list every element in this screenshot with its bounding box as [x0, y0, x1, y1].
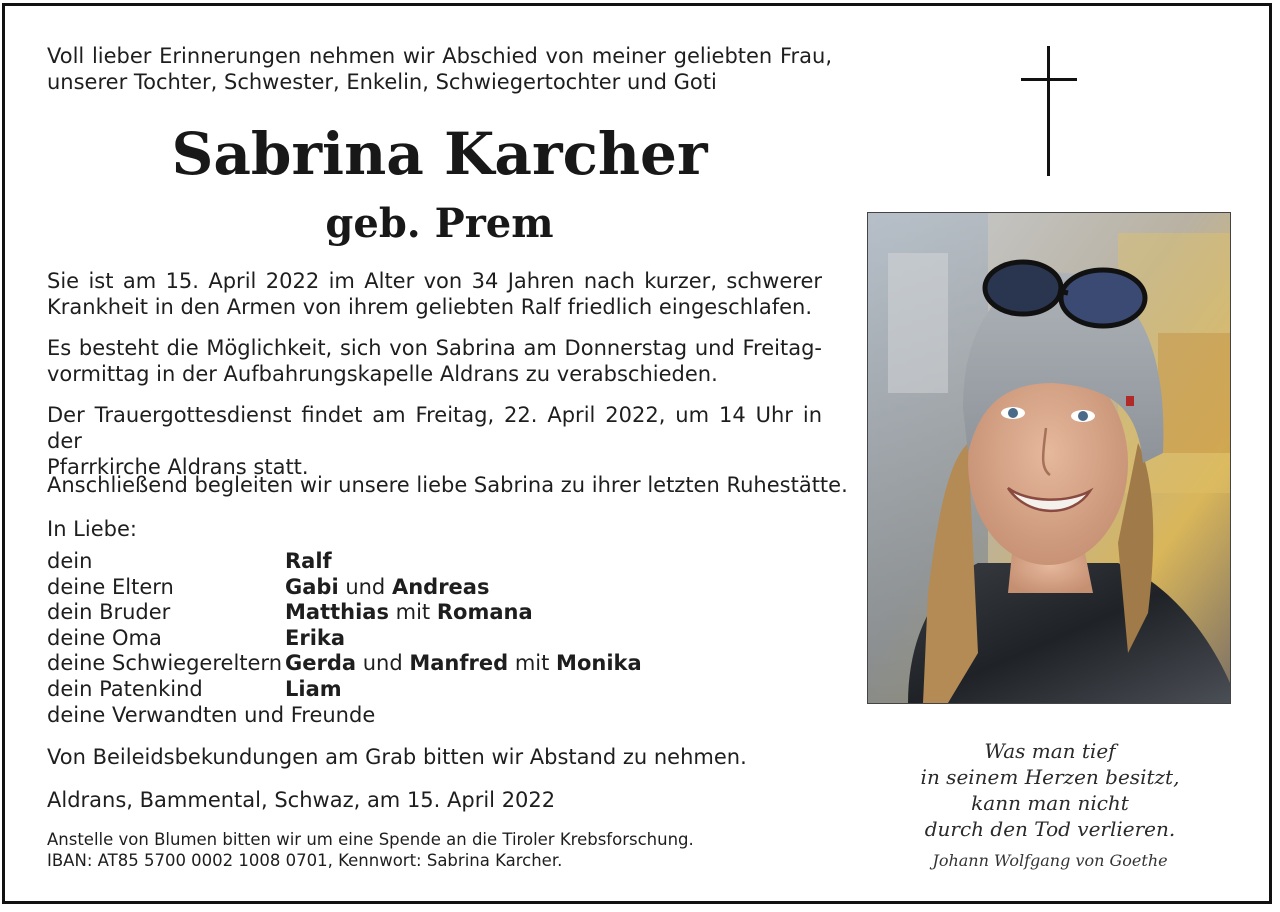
family-connector: mit [388, 600, 437, 625]
family-relation: dein Bruder [47, 600, 171, 625]
family-member-name: Manfred [409, 651, 509, 676]
family-member-name: Erika [285, 625, 346, 650]
donation-line: IBAN: AT85 5700 0002 1008 0701, Kennwort: Sabrina Karcher. [47, 851, 563, 870]
family-connector: mit [508, 651, 557, 676]
in-love-label: In Liebe: [47, 517, 137, 541]
family-names [285, 574, 489, 600]
family-list [47, 548, 642, 728]
family-names [285, 676, 342, 702]
family-row [47, 548, 642, 574]
family-relation: dein Patenkind [47, 676, 203, 701]
service-paragraph [47, 402, 822, 480]
paragraph-line: Sie ist am 15. April 2022 im Alter von 34 Jahren nach kurzer, schwerer [47, 269, 822, 293]
family-row [47, 625, 642, 651]
family-member-name: Ralf [285, 549, 332, 573]
family-relation: deine Oma [47, 625, 162, 650]
quote-line: Was man tief [984, 739, 1116, 763]
family-names [285, 548, 332, 574]
quote-line: durch den Tod verlieren. [924, 817, 1176, 841]
family-relation: dein [47, 549, 93, 573]
paragraph-line: Pfarrkirche Aldrans statt. [47, 455, 309, 479]
family-connector: und [338, 574, 392, 599]
family-row [47, 676, 642, 702]
family-names [285, 599, 533, 625]
family-relation: deine Eltern [47, 574, 174, 599]
family-extra: deine Verwandten und Freunde [47, 702, 376, 727]
family-row [47, 650, 642, 676]
paragraph-line: Krankheit in den Armen von ihrem geliebten Ralf friedlich eingeschlafen. [47, 295, 813, 319]
paragraph-line: Der Trauergottesdienst findet am Freitag, 22. April 2022, um 14 Uhr in der [47, 403, 822, 453]
goethe-quote [885, 738, 1215, 842]
family-names [285, 625, 345, 651]
cross-icon [1021, 46, 1077, 176]
quote-author: Johann Wolfgang von Goethe [932, 851, 1168, 870]
donation-note [47, 829, 694, 871]
intro-text [47, 43, 832, 95]
family-member-name: Matthias [285, 600, 389, 625]
family-member-name: Gabi [285, 574, 339, 599]
family-row [47, 599, 642, 625]
quote-line: kann man nicht [971, 791, 1129, 815]
burial-paragraph: Anschließend begleiten wir unsere liebe Sabrina zu ihrer letzten Ruhestätte. [47, 473, 848, 497]
intro-line: Voll lieber Erinnerungen nehmen wir Abschied von meiner geliebten Frau, [47, 44, 832, 68]
deceased-name: Sabrina Karcher [171, 120, 708, 188]
paragraph-line: vormittag in der Aufbahrungskapelle Aldrans zu verabschieden. [47, 362, 718, 386]
quote-line: in seinem Herzen besitzt, [920, 765, 1180, 789]
paragraph-line: Es besteht die Möglichkeit, sich von Sabrina am Donnerstag und Freitag- [47, 336, 822, 360]
family-names [285, 650, 642, 676]
family-member-name: Andreas [391, 574, 490, 599]
family-member-name: Gerda [285, 651, 357, 676]
maiden-name: geb. Prem [325, 200, 554, 247]
family-member-name: Liam [285, 676, 342, 701]
donation-line: Anstelle von Blumen bitten wir um eine Spende an die Tiroler Krebsforschung. [47, 830, 694, 849]
condolence-note: Von Beileidsbekundungen am Grab bitten wir Abstand zu nehmen. [47, 745, 747, 769]
family-relation: deine Schwiegereltern [47, 651, 283, 676]
family-member-name: Monika [556, 651, 642, 676]
family-member-name: Romana [436, 600, 533, 625]
intro-line: unserer Tochter, Schwester, Enkelin, Schwiegertochter und Goti [47, 70, 717, 94]
place-date: Aldrans, Bammental, Schwaz, am 15. April 2022 [47, 788, 556, 812]
family-connector: und [356, 651, 410, 676]
obituary-card [2, 3, 1272, 904]
portrait-photo [867, 212, 1231, 704]
passing-paragraph [47, 268, 822, 320]
family-row [47, 574, 642, 600]
farewell-paragraph [47, 335, 822, 387]
